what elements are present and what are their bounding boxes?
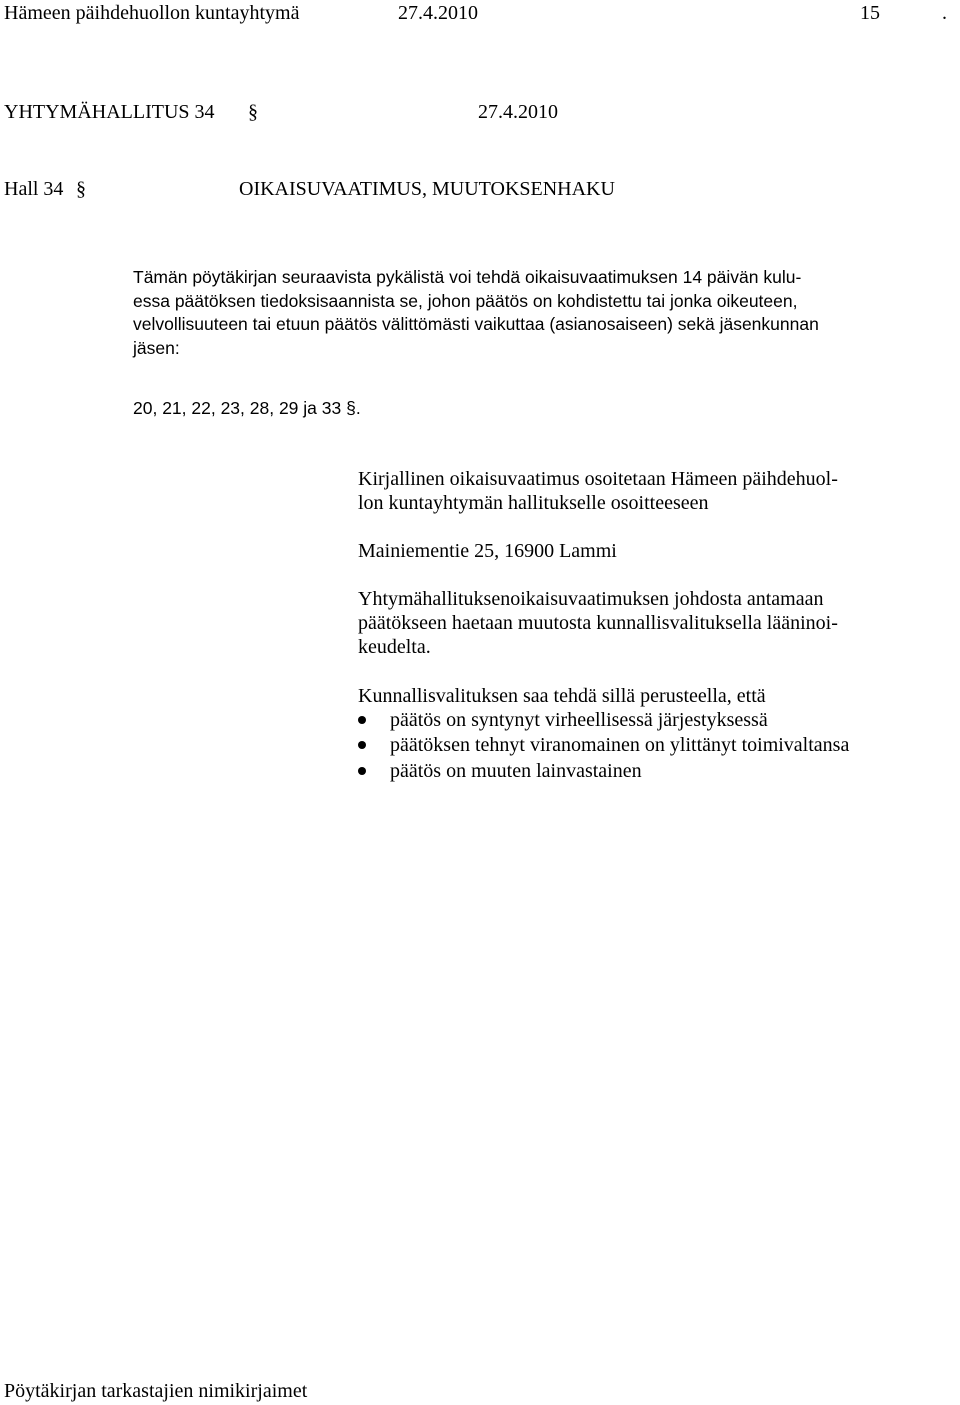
intro-line: velvollisuuteen tai etuun päätös välittömästi vaikuttaa (asianosaiseen) sekä jäsenkunnan [133, 314, 819, 334]
intro-line: essa päätöksen tiedoksisaannista se, johon päätös on kohdistettu tai jonka oikeuteen, [133, 290, 798, 311]
meeting-date: 27.4.2010 [478, 101, 558, 123]
intro-line: Tämän pöytäkirjan seuraavista pykälistä voi tehdä oikaisuvaatimuksen 14 päivän kulu- [133, 267, 802, 287]
list-item-text: päätöksen tehnyt viranomainen on ylittänyt toimivaltansa [390, 734, 850, 756]
meeting-body: YHTYMÄHALLITUS 34 [4, 101, 215, 123]
sections-list: 20, 21, 22, 23, 28, 29 ja 33 §. [133, 398, 361, 418]
section-title: OIKAISUVAATIMUS, MUUTOKSENHAKU [239, 178, 615, 200]
header-date: 27.4.2010 [398, 2, 478, 24]
appeal-decision-paragraph [358, 587, 838, 659]
appeal-line: lon kuntayhtymän hallitukselle osoitteeseen [358, 492, 709, 514]
appeal-address-paragraph [358, 467, 838, 515]
appeal-line: Kirjallinen oikaisuvaatimus osoitetaan Hämeen päihdehuol- [358, 468, 838, 490]
appeal-line: Yhtymähallituksenoikaisuvaatimuksen johdosta antamaan [358, 588, 824, 610]
bullet-icon [358, 716, 366, 724]
grounds-intro: Kunnallisvalituksen saa tehdä sillä perusteella, että [358, 685, 766, 707]
header-trailing-mark: . [942, 2, 947, 24]
appeal-line: päätökseen haetaan muutosta kunnallisvalituksella lääninoi- [358, 612, 838, 634]
bullet-icon [358, 741, 366, 749]
header-organization: Hämeen päihdehuollon kuntayhtymä [4, 2, 300, 24]
appeal-line: keudelta. [358, 636, 431, 658]
intro-paragraph [133, 266, 819, 360]
list-item-text: päätös on syntynyt virheellisessä järjestyksessä [390, 709, 768, 731]
list-item-text: päätös on muuten lainvastainen [390, 760, 642, 782]
page-number: 15 [860, 2, 880, 24]
appeal-address: Mainiementie 25, 16900 Lammi [358, 540, 617, 562]
section-ref: Hall 34 [4, 178, 64, 200]
intro-line: jäsen: [133, 337, 180, 358]
section-sign: § [76, 178, 86, 200]
footer-initials-label: Pöytäkirjan tarkastajien nimikirjaimet [4, 1380, 308, 1402]
meeting-section-sign: § [248, 101, 258, 123]
bullet-icon [358, 767, 366, 775]
